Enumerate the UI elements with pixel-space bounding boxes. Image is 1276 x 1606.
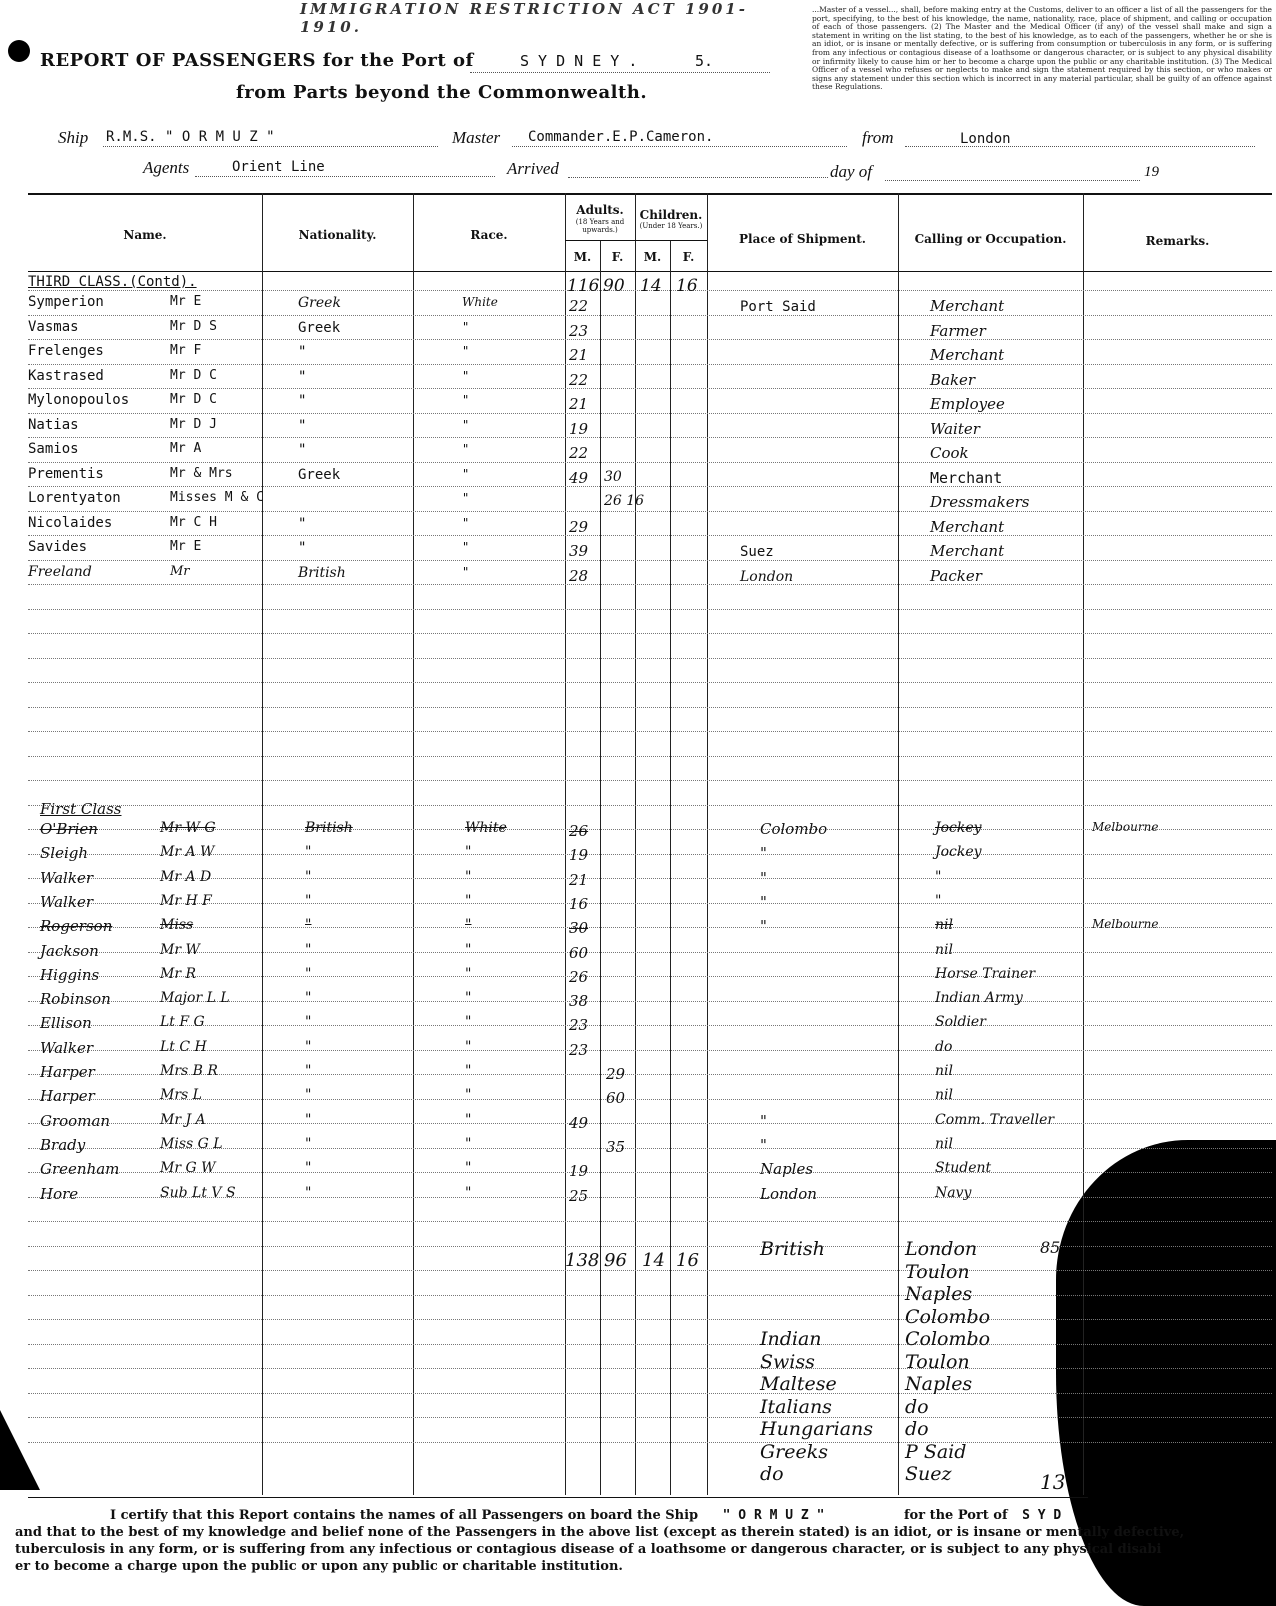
col-remarks: Remarks. bbox=[1145, 234, 1210, 248]
passenger-title: Mr D C bbox=[170, 392, 217, 407]
passenger-race: " bbox=[465, 868, 472, 885]
table-header-border bbox=[28, 271, 1272, 272]
passenger-nationality: " bbox=[305, 844, 312, 861]
row-rule bbox=[28, 535, 1272, 536]
table-bottom-border bbox=[28, 1497, 1088, 1498]
passenger-race: " bbox=[465, 1087, 472, 1104]
row-rule bbox=[28, 707, 1272, 708]
passenger-adult-f: 29 bbox=[606, 1065, 626, 1083]
row-rule bbox=[28, 388, 1272, 389]
passenger-race: White bbox=[465, 820, 507, 836]
certificate bbox=[15, 1507, 1275, 1575]
day-of-label: day of bbox=[830, 162, 873, 181]
summary-port: do bbox=[905, 1418, 929, 1440]
master-value: Commander.E.P.Cameron. bbox=[528, 129, 714, 145]
passenger-race: " bbox=[465, 844, 472, 861]
summary-nationality: Italians bbox=[760, 1395, 832, 1418]
passenger-nationality: " bbox=[305, 1160, 312, 1177]
passenger-nationality: " bbox=[305, 941, 312, 958]
row-rule bbox=[28, 658, 1272, 659]
passenger-nationality: British bbox=[305, 820, 353, 836]
passenger-place: London bbox=[760, 1184, 817, 1203]
passenger-remarks: Melbourne bbox=[1092, 820, 1159, 834]
total-af: 96 bbox=[604, 1250, 627, 1271]
passenger-adult-m: 60 bbox=[569, 943, 589, 962]
col-adults: Adults. bbox=[576, 203, 624, 217]
act-title: IMMIGRATION RESTRICTION ACT 1901-1910. bbox=[300, 0, 748, 36]
passenger-race: " bbox=[462, 515, 470, 530]
passenger-calling: Soldier bbox=[935, 1014, 986, 1031]
row-rule bbox=[28, 1295, 1272, 1296]
passenger-nationality: " bbox=[305, 917, 312, 934]
passenger-calling: Horse Trainer bbox=[935, 965, 1036, 982]
port-value: S Y D N E Y . bbox=[520, 52, 638, 70]
passenger-calling: Navy bbox=[935, 1184, 972, 1201]
passenger-race: " bbox=[462, 368, 470, 383]
passenger-surname: Sleigh bbox=[40, 844, 89, 863]
passenger-calling: " bbox=[935, 868, 942, 885]
summary-total: 13 bbox=[1040, 1470, 1066, 1494]
summary-port: London bbox=[905, 1238, 978, 1260]
passenger-calling: do bbox=[935, 1038, 953, 1055]
passenger-calling: nil bbox=[935, 1063, 953, 1079]
passenger-race: " bbox=[465, 941, 472, 958]
year-value: 19 bbox=[1144, 164, 1159, 180]
passenger-race: " bbox=[465, 1038, 472, 1055]
row-rule bbox=[28, 1368, 1272, 1369]
col-calling: Calling or Occupation. bbox=[914, 232, 1067, 246]
passenger-surname: Natias bbox=[28, 416, 79, 433]
passenger-title: Mr W bbox=[160, 941, 200, 958]
torn-corner-left bbox=[0, 1410, 40, 1490]
passenger-surname: Rogerson bbox=[40, 917, 113, 936]
certificate-line2: and that to the best of my knowledge and belief none of the Passengers in the above list (except as therein stated) is an idiot, or is insane or mentally defective, bbox=[15, 1525, 1185, 1540]
table-top-border bbox=[28, 193, 1272, 195]
row-rule bbox=[28, 584, 1272, 585]
passenger-place: " bbox=[760, 1135, 767, 1154]
row-rule bbox=[28, 1319, 1272, 1320]
row-rule bbox=[28, 1246, 1272, 1247]
agents-label: Agents bbox=[143, 158, 190, 177]
passenger-calling: Waiter bbox=[930, 419, 980, 438]
col-place: Place of Shipment. bbox=[739, 232, 866, 246]
passenger-place: " bbox=[760, 1111, 767, 1130]
row-rule bbox=[28, 1442, 1272, 1443]
passenger-nationality: " bbox=[305, 965, 312, 982]
passenger-calling: nil bbox=[935, 1087, 953, 1104]
passenger-adult-m: 23 bbox=[569, 1016, 589, 1035]
passenger-calling: Comm. Traveller bbox=[935, 1111, 1055, 1128]
certificate-line3: tuberculosis in any form, or is suffering from any infectious or contagious disease of a loathsome or dangerous character, or is subject to any physical disabi bbox=[15, 1542, 1162, 1557]
carried-am: 116 bbox=[567, 276, 600, 296]
row-rule bbox=[28, 1099, 1272, 1100]
row-rule bbox=[28, 682, 1272, 683]
summary-port: do bbox=[905, 1395, 929, 1418]
passenger-calling: Baker bbox=[930, 370, 976, 389]
passenger-adult-m: 19 bbox=[569, 846, 589, 865]
col-race: Race. bbox=[470, 228, 508, 242]
passenger-calling: Student bbox=[935, 1160, 992, 1177]
passenger-surname: Walker bbox=[40, 868, 93, 887]
passenger-calling: Employee bbox=[930, 395, 1005, 413]
passenger-title: Mr G W bbox=[160, 1160, 216, 1177]
passenger-calling: Merchant bbox=[930, 468, 1003, 487]
passenger-adult-m: 49 bbox=[569, 468, 589, 487]
passenger-surname: Robinson bbox=[40, 990, 111, 1009]
summary-port: Naples bbox=[905, 1373, 973, 1395]
passenger-surname: Kastrased bbox=[28, 367, 104, 384]
passenger-surname: Greenham bbox=[40, 1160, 120, 1179]
passenger-race: " bbox=[462, 564, 470, 579]
row-rule bbox=[28, 339, 1272, 340]
passenger-calling: " bbox=[935, 892, 942, 909]
row-rule bbox=[28, 1025, 1272, 1026]
passenger-adult-m: 22 bbox=[569, 297, 589, 315]
passenger-surname: Harper bbox=[40, 1063, 95, 1081]
passenger-nationality: " bbox=[298, 515, 307, 532]
col-adult-f: F. bbox=[611, 250, 624, 264]
passenger-adult-m: 22 bbox=[569, 370, 589, 389]
passenger-title: Lt F G bbox=[160, 1014, 205, 1031]
passenger-remarks: Melbourne bbox=[1092, 917, 1159, 932]
summary-nationality: Hungarians bbox=[760, 1418, 874, 1440]
passenger-title: Mr W G bbox=[160, 820, 216, 836]
passenger-nationality: " bbox=[298, 540, 307, 556]
summary-nationality: British bbox=[760, 1238, 825, 1260]
passenger-title: Misses M & C bbox=[170, 490, 264, 505]
passenger-surname: Lorentyaton bbox=[28, 490, 121, 506]
passenger-nationality: " bbox=[305, 1184, 312, 1201]
from-label: from bbox=[862, 128, 894, 147]
certificate-port: S Y D bbox=[1022, 1508, 1062, 1523]
passenger-calling: nil bbox=[935, 917, 953, 934]
passenger-adult-m: 39 bbox=[569, 542, 589, 560]
passenger-nationality: " bbox=[298, 368, 307, 385]
passenger-surname: Walker bbox=[40, 1038, 93, 1057]
passenger-nationality: " bbox=[305, 892, 312, 909]
passenger-place: London bbox=[740, 568, 794, 585]
certificate-ship: " O R M U Z " bbox=[722, 1508, 825, 1523]
passenger-race: " bbox=[465, 892, 472, 909]
passenger-calling: Dressmakers bbox=[930, 493, 1030, 511]
passenger-race: " bbox=[465, 1135, 472, 1152]
passenger-adult-m: 21 bbox=[569, 346, 589, 364]
passenger-nationality: " bbox=[305, 1038, 312, 1055]
passenger-surname: Jackson bbox=[40, 941, 99, 960]
row-rule bbox=[28, 878, 1272, 879]
summary-nationality: Swiss bbox=[760, 1350, 815, 1373]
col-adults-sub: (18 Years and upwards.) bbox=[575, 218, 625, 234]
passenger-race: " bbox=[462, 540, 470, 554]
passenger-nationality: British bbox=[298, 564, 346, 581]
passenger-nationality: " bbox=[298, 393, 307, 409]
row-rule bbox=[28, 437, 1272, 438]
row-rule bbox=[28, 1393, 1272, 1394]
row-rule bbox=[28, 780, 1272, 781]
passenger-place: " bbox=[760, 892, 767, 911]
passenger-calling: Jockey bbox=[935, 844, 982, 861]
passenger-title: Mr A bbox=[170, 441, 202, 456]
passenger-title: Mr D J bbox=[170, 416, 217, 432]
passenger-adult-m: 38 bbox=[569, 992, 589, 1011]
row-rule bbox=[28, 805, 1272, 806]
passenger-surname: Grooman bbox=[40, 1111, 111, 1130]
passenger-title: Mr A W bbox=[160, 844, 215, 861]
passenger-adult-f: 26 16 bbox=[604, 493, 645, 509]
passenger-nationality: Greek bbox=[298, 319, 341, 336]
first-class-heading: First Class bbox=[40, 800, 122, 818]
row-rule bbox=[28, 731, 1272, 732]
passenger-adult-m: 21 bbox=[569, 870, 589, 889]
passenger-calling: Merchant bbox=[930, 542, 1005, 560]
passenger-adult-m: 26 bbox=[569, 822, 589, 840]
row-rule bbox=[28, 756, 1272, 757]
summary-nationality: Maltese bbox=[760, 1373, 837, 1395]
punch-hole bbox=[8, 40, 30, 62]
passenger-adult-m: 23 bbox=[569, 1040, 589, 1059]
passenger-adult-m: 23 bbox=[569, 321, 589, 340]
total-am: 138 bbox=[565, 1250, 600, 1271]
passenger-calling: Farmer bbox=[930, 321, 986, 340]
passenger-race: " bbox=[465, 1014, 472, 1031]
row-rule bbox=[28, 1417, 1272, 1418]
passenger-race: " bbox=[462, 319, 470, 334]
row-rule bbox=[28, 486, 1272, 487]
ship-label: Ship bbox=[58, 128, 89, 147]
passenger-title: Mr A D bbox=[160, 868, 212, 885]
row-rule bbox=[28, 364, 1272, 365]
row-rule bbox=[28, 1050, 1272, 1051]
summary-nationality: Greeks bbox=[760, 1440, 829, 1463]
certificate-line1: I certify that this Report contains the names of all Passengers on board the Ship bbox=[110, 1508, 699, 1523]
summary-port: Suez bbox=[905, 1463, 952, 1485]
passenger-adult-m: 25 bbox=[569, 1186, 589, 1205]
third-class-heading: THIRD CLASS.(Contd). bbox=[28, 274, 197, 290]
total-cf: 16 bbox=[676, 1250, 699, 1271]
passenger-title: Mr J A bbox=[160, 1111, 206, 1128]
passenger-nationality: Greek bbox=[298, 295, 341, 311]
passenger-race: " bbox=[462, 344, 470, 358]
passenger-title: Mr H F bbox=[160, 892, 212, 909]
passenger-nationality: " bbox=[305, 1014, 312, 1031]
col-children: Children. bbox=[639, 208, 703, 222]
passenger-title: Mr E bbox=[170, 294, 202, 309]
passenger-surname: Walker bbox=[40, 892, 93, 911]
passenger-surname: Vasmas bbox=[28, 318, 79, 335]
row-rule bbox=[28, 633, 1272, 634]
passenger-title: Mrs L bbox=[160, 1087, 202, 1104]
row-rule bbox=[28, 1123, 1272, 1124]
passenger-race: " bbox=[465, 1111, 472, 1128]
passenger-adult-m: 19 bbox=[569, 1162, 589, 1181]
row-rule bbox=[28, 413, 1272, 414]
passenger-surname: O'Brien bbox=[40, 820, 98, 838]
passenger-title: Sub Lt V S bbox=[160, 1184, 236, 1201]
passenger-surname: Freeland bbox=[28, 563, 92, 580]
arrived-label: Arrived bbox=[507, 159, 559, 178]
passenger-place: " bbox=[760, 844, 767, 863]
passenger-adult-m: 29 bbox=[569, 517, 589, 536]
passenger-race: White bbox=[462, 295, 498, 309]
passenger-adult-m: 22 bbox=[569, 444, 589, 462]
passenger-title: Mr E bbox=[170, 539, 202, 554]
row-rule bbox=[28, 1344, 1272, 1345]
passenger-calling: nil bbox=[935, 1135, 953, 1152]
ship-value: R.M.S. " O R M U Z " bbox=[106, 129, 275, 145]
passenger-calling: Packer bbox=[930, 566, 982, 585]
master-label: Master bbox=[452, 128, 501, 147]
carried-cf: 16 bbox=[676, 276, 698, 296]
passenger-title: Mr R bbox=[160, 965, 197, 982]
passenger-place: Colombo bbox=[760, 820, 828, 838]
passenger-adult-m: 49 bbox=[569, 1113, 589, 1132]
passenger-adult-f: 30 bbox=[604, 468, 622, 485]
passenger-calling: Cook bbox=[930, 444, 969, 462]
row-rule bbox=[28, 315, 1272, 316]
passenger-title: Mr D S bbox=[170, 318, 217, 334]
passenger-calling: Merchant bbox=[930, 517, 1005, 536]
passenger-place: Naples bbox=[760, 1160, 814, 1179]
passenger-adult-m: 30 bbox=[569, 919, 589, 938]
summary-port: Naples bbox=[905, 1283, 973, 1305]
passenger-place: " bbox=[760, 868, 767, 887]
passenger-calling: Merchant bbox=[930, 346, 1005, 364]
passenger-title: Mr bbox=[170, 563, 190, 579]
passenger-race: " bbox=[465, 965, 472, 982]
passenger-place: Suez bbox=[740, 544, 774, 560]
carried-af: 90 bbox=[603, 276, 625, 296]
certificate-line1b: for the Port of bbox=[903, 1508, 1008, 1523]
passenger-nationality: " bbox=[305, 990, 312, 1007]
passenger-race: " bbox=[465, 1063, 472, 1079]
carried-cm: 14 bbox=[640, 276, 662, 296]
passenger-race: " bbox=[462, 466, 470, 481]
passenger-surname: Ellison bbox=[40, 1014, 92, 1033]
passenger-race: " bbox=[462, 491, 470, 505]
passenger-place: Port Said bbox=[740, 299, 816, 315]
row-rule bbox=[28, 511, 1272, 512]
passenger-title: Miss bbox=[160, 917, 194, 934]
passenger-surname: Mylonopoulos bbox=[28, 392, 130, 408]
summary-port: Colombo bbox=[905, 1305, 991, 1328]
passenger-surname: Harper bbox=[40, 1087, 95, 1106]
summary-count: 85 bbox=[1040, 1238, 1061, 1257]
passenger-race: " bbox=[462, 442, 470, 456]
passenger-title: Lt C H bbox=[160, 1038, 207, 1055]
row-rule bbox=[28, 854, 1272, 855]
passenger-surname: Higgins bbox=[40, 965, 100, 984]
row-rule bbox=[28, 462, 1272, 463]
passenger-surname: Samios bbox=[28, 441, 79, 457]
passenger-adult-m: 21 bbox=[569, 395, 589, 413]
passenger-adult-f: 35 bbox=[606, 1137, 626, 1156]
from-value: London bbox=[960, 131, 1011, 147]
passenger-race: " bbox=[465, 1160, 472, 1177]
total-cm: 14 bbox=[642, 1250, 665, 1271]
passenger-calling: Merchant bbox=[930, 297, 1005, 315]
passenger-race: " bbox=[465, 990, 472, 1007]
col-name: Name. bbox=[123, 228, 167, 242]
passenger-calling: Jockey bbox=[935, 820, 982, 836]
passenger-nationality: " bbox=[305, 1135, 312, 1152]
passenger-surname: Prementis bbox=[28, 465, 104, 482]
passenger-nationality: " bbox=[298, 344, 307, 360]
row-rule bbox=[28, 952, 1272, 953]
passenger-title: Miss G L bbox=[160, 1135, 223, 1152]
report-subtitle: from Parts beyond the Commonwealth. bbox=[236, 82, 648, 103]
passenger-adult-m: 16 bbox=[569, 894, 589, 913]
passenger-adult-f: 60 bbox=[606, 1089, 626, 1108]
passenger-title: Mr F bbox=[170, 343, 202, 358]
row-rule bbox=[28, 609, 1272, 610]
sheet-number: 5. bbox=[695, 52, 714, 70]
col-nationality: Nationality. bbox=[298, 228, 377, 242]
regulations-text: ...Master of a vessel..., shall, before making entry at the Customs, deliver to an officer a list of all the passengers for the port, specifying, to the best of his knowledge, the name, nationality, race, place of shipment, and calling or occupation of each of those passengers. (2) The Master and the Medical Officer (if any) of the vessel shall make and sign a statement in writing on the list stating, to the best of his knowledge, as to each of the passengers, whether he or she is an idiot, or is insane or mentally defective, or is suffering from consumption or tuberculosis in any form, or is suffering from any infectious or contagious disease of a loathsome or dangerous character, or is subject to any physical disability or infirmity likely to cause him or her to become a charge upon the public or any charitable institution. (3) The Medical Officer of a vessel who refuses or neglects to make and sign the statement required by this section, or who makes or signs any statement under this section which is incorrect in any material particular, shall be guilty of an offence against these Regulations. bbox=[812, 5, 1272, 92]
passenger-nationality: " bbox=[305, 1087, 312, 1104]
row-rule bbox=[28, 1221, 1272, 1222]
passenger-surname: Savides bbox=[28, 539, 88, 555]
passenger-calling: nil bbox=[935, 941, 953, 958]
row-rule bbox=[28, 976, 1272, 977]
passenger-surname: Symperion bbox=[28, 294, 104, 310]
summary-port: P Said bbox=[905, 1440, 967, 1463]
passenger-nationality: " bbox=[305, 1063, 312, 1079]
summary-port: Colombo bbox=[905, 1328, 991, 1350]
passenger-race: " bbox=[462, 393, 470, 407]
passenger-nationality: " bbox=[305, 868, 312, 885]
passenger-nationality: " bbox=[298, 417, 307, 434]
passenger-nationality: " bbox=[305, 1111, 312, 1128]
row-rule bbox=[28, 560, 1272, 561]
passenger-race: " bbox=[465, 917, 472, 934]
summary-port: Toulon bbox=[905, 1350, 970, 1373]
passenger-title: Mr D C bbox=[170, 367, 217, 383]
row-rule bbox=[28, 903, 1272, 904]
certificate-line4: er to become a charge upon the public or upon any public or charitable institution. bbox=[15, 1559, 623, 1574]
passenger-surname: Nicolaides bbox=[28, 514, 113, 531]
passenger-adult-m: 19 bbox=[569, 419, 589, 438]
passenger-title: Mrs B R bbox=[160, 1063, 218, 1079]
col-child-m: M. bbox=[643, 250, 662, 264]
passenger-title: Mr C H bbox=[170, 514, 217, 530]
summary-nationality: do bbox=[760, 1463, 784, 1485]
passenger-race: " bbox=[465, 1184, 472, 1201]
row-rule bbox=[28, 927, 1272, 928]
col-child-f: F. bbox=[682, 250, 695, 264]
passenger-surname: Frelenges bbox=[28, 343, 104, 359]
passenger-surname: Brady bbox=[40, 1135, 86, 1154]
passenger-title: Mr & Mrs bbox=[170, 465, 233, 481]
passenger-surname: Hore bbox=[40, 1184, 79, 1203]
passenger-nationality: Greek bbox=[298, 466, 341, 483]
passenger-calling: Indian Army bbox=[935, 990, 1023, 1007]
col-children-sub: (Under 18 Years.) bbox=[639, 222, 703, 230]
summary-nationality: Indian bbox=[760, 1328, 822, 1350]
passenger-title: Major L L bbox=[160, 990, 230, 1007]
passenger-nationality: " bbox=[298, 442, 307, 458]
passenger-adult-m: 28 bbox=[569, 566, 589, 585]
report-title: REPORT OF PASSENGERS for the Port of bbox=[40, 50, 474, 71]
passenger-adult-m: 26 bbox=[569, 967, 589, 986]
agents-value: Orient Line bbox=[232, 159, 325, 175]
passenger-place: " bbox=[760, 917, 767, 936]
col-adult-m: M. bbox=[573, 250, 592, 264]
passenger-race: " bbox=[462, 417, 470, 432]
summary-port: Toulon bbox=[905, 1260, 970, 1283]
